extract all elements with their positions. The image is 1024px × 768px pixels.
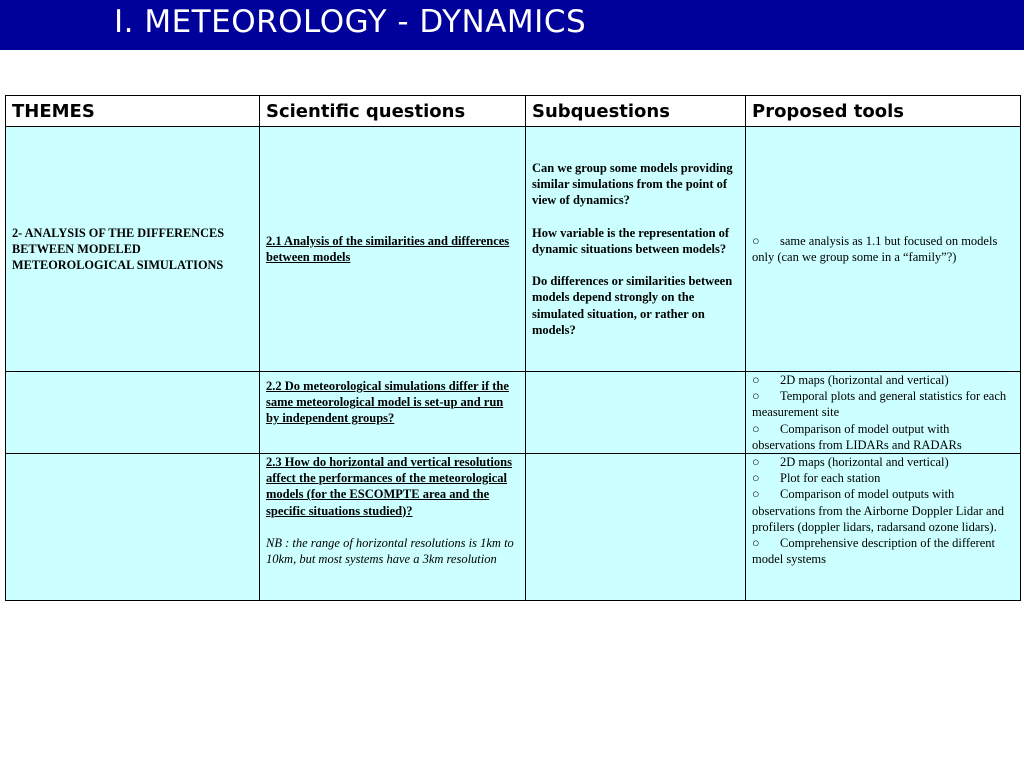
tool-text: 2D maps (horizontal and vertical) bbox=[780, 373, 949, 387]
slide-title: I. METEOROLOGY - DYNAMICS bbox=[114, 4, 587, 40]
note-text: NB : the range of horizontal resolutions is 1km to 10km, but most systems have a 3km resolution bbox=[266, 535, 514, 567]
bullet-icon: ○ bbox=[752, 536, 760, 551]
bullet-icon: ○ bbox=[752, 455, 760, 470]
tool-item bbox=[746, 454, 1020, 470]
tool-text: Comparison of model outputs with observations from the Airborne Doppler Lidar and profilers (doppler lidars, radarsand ozone lidars). bbox=[752, 487, 1005, 534]
tool-text: Temporal plots and general statistics for each measurement site bbox=[752, 389, 1007, 420]
tool-text: Plot for each station bbox=[780, 471, 881, 486]
header-themes: THEMES bbox=[6, 96, 260, 127]
tool-item bbox=[746, 388, 1020, 420]
question-text: 2.1 Analysis of the similarities and differences between models bbox=[266, 233, 510, 264]
tools-cell bbox=[746, 127, 1021, 372]
theme-cell bbox=[6, 454, 260, 601]
subquestions-cell bbox=[526, 372, 746, 454]
bullet-icon: ○ bbox=[752, 373, 760, 387]
table-header-row bbox=[6, 96, 1021, 127]
question-text: 2.3 How do horizontal and vertical resolutions affect the performances of the meteorological models (for the ESCOMPTE area and the specific situations studied)? bbox=[266, 455, 512, 518]
subquestion-item: How variable is the representation of dynamic situations between models? bbox=[532, 225, 730, 256]
header-proposed-tools: Proposed tools bbox=[746, 96, 1021, 127]
bullet-icon: ○ bbox=[752, 421, 760, 436]
tool-item bbox=[746, 372, 1020, 388]
subquestion-item: Do differences or similarities between models depend strongly on the simulated situation, or rather on models? bbox=[532, 274, 733, 337]
subquestions-cell bbox=[526, 454, 746, 601]
tools-cell bbox=[746, 372, 1021, 454]
table-row bbox=[6, 372, 1021, 454]
theme-cell bbox=[6, 127, 260, 372]
tool-item bbox=[746, 486, 1020, 535]
bullet-icon: ○ bbox=[752, 471, 760, 486]
theme-cell bbox=[6, 372, 260, 454]
tool-item bbox=[746, 470, 1020, 486]
question-cell bbox=[260, 454, 526, 601]
table-row bbox=[6, 127, 1021, 372]
tools-cell bbox=[746, 454, 1021, 601]
tool-item bbox=[746, 535, 1020, 567]
question-cell bbox=[260, 372, 526, 454]
tool-text: 2D maps (horizontal and vertical) bbox=[780, 455, 949, 470]
tool-text: Comprehensive description of the different model systems bbox=[752, 536, 995, 567]
subquestions-cell bbox=[526, 127, 746, 372]
bullet-icon: ○ bbox=[752, 233, 760, 248]
tool-text: same analysis as 1.1 but focused on models only (can we group some in a “family”?) bbox=[752, 233, 998, 264]
header-subquestions: Subquestions bbox=[526, 96, 746, 127]
bullet-icon: ○ bbox=[752, 389, 760, 404]
theme-text: 2- ANALYSIS OF THE DIFFERENCES BETWEEN MODELED METEOROLOGICAL SIMULATIONS bbox=[12, 225, 225, 273]
tool-item bbox=[746, 421, 1020, 453]
question-cell bbox=[260, 127, 526, 372]
tool-text: Comparison of model output with observations from LIDARs and RADARs bbox=[752, 421, 962, 452]
table-row bbox=[6, 454, 1021, 601]
bullet-icon: ○ bbox=[752, 487, 760, 502]
subquestion-item: Can we group some models providing similar simulations from the point of view of dynamics? bbox=[532, 161, 733, 208]
header-scientific-questions: Scientific questions bbox=[260, 96, 526, 127]
tool-item bbox=[746, 233, 1020, 265]
question-text: 2.2 Do meteorological simulations differ if the same meteorological model is set-up and run by independent groups? bbox=[266, 379, 509, 426]
themes-table bbox=[5, 95, 1021, 601]
title-bar bbox=[0, 0, 1024, 50]
